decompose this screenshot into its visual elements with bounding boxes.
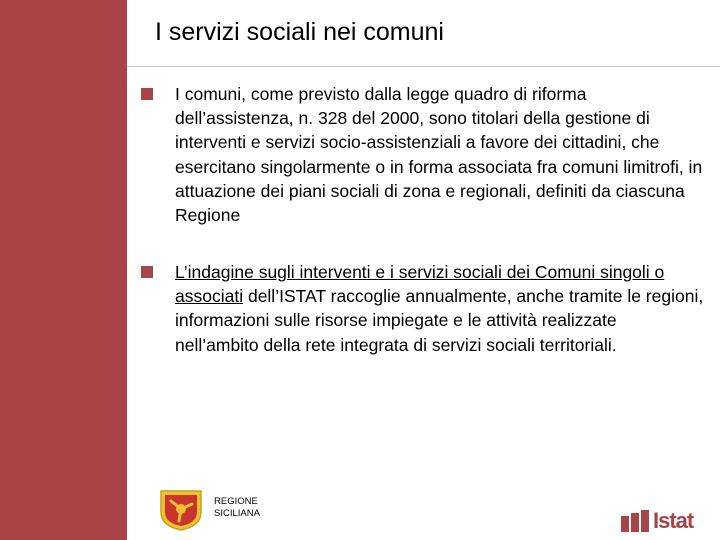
survey-link-text[interactable]: L’indagine sugli interventi e i servizi sociali dei Comuni singoli o associati	[175, 262, 665, 307]
bullet-1-text: I comuni, come previsto dalla legge quadro di riforma dell’assistenza, n. 328 del 2000, sono titolari della gestione di interventi e servizi socio-assistenziali a favore dei cittadini, che esercitano singolarmente o in forma associata fra comuni limitrofi, in attuazione dei piani sociali di zona e regionali, definiti da ciascuna Regione	[175, 84, 703, 226]
region-line-2: SICILIANA	[214, 508, 260, 519]
istat-mark-icon	[620, 510, 650, 532]
bullet-marker	[141, 88, 153, 100]
bullet-marker	[141, 266, 153, 278]
bullet-text-2	[175, 260, 705, 357]
istat-logo	[620, 508, 712, 534]
region-label	[214, 496, 260, 520]
sidebar-panel	[0, 0, 127, 540]
page-title: I servizi sociali nei comuni	[155, 18, 444, 46]
bullet-2-text: dell’ISTAT raccoglie annualmente, anche tramite le regioni, informazioni sulle risorse impiegate e le attività realizzate nell’ambito della rete integrata di servizi sociali territoriali.	[175, 286, 704, 355]
region-line-1: REGIONE	[214, 496, 258, 507]
bullet-text-1	[175, 82, 705, 227]
regione-siciliana-logo	[157, 488, 205, 532]
sidebar-cap	[0, 0, 127, 66]
istat-wordmark: Istat	[653, 508, 694, 533]
